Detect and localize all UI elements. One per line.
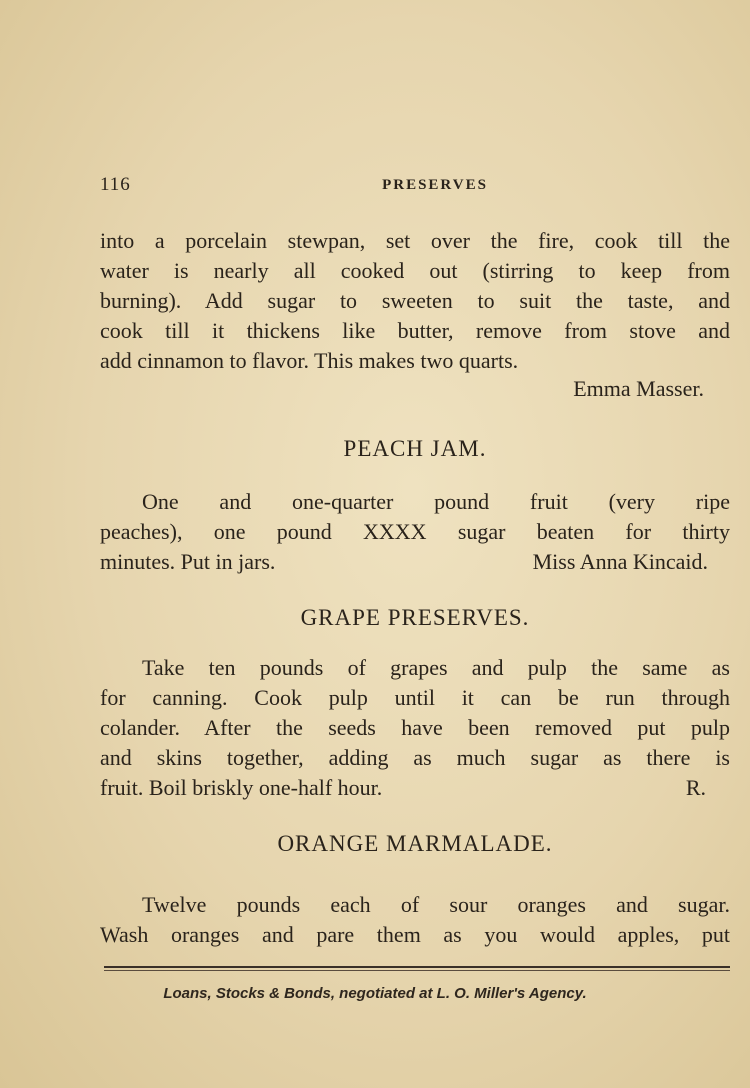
page-header [100, 174, 730, 200]
recipe-body [100, 487, 730, 577]
signature: Miss Anna Kincaid. [532, 549, 708, 574]
text-line: Wash oranges and pare them as you would apples, put [100, 922, 730, 947]
recipe-title: ORANGE MARMALADE. [277, 831, 553, 856]
recipe-body [100, 890, 730, 950]
text-line: add cinnamon to flavor. This makes two quarts. [100, 348, 519, 373]
signature: Emma Masser. [573, 376, 704, 401]
recipe-body [100, 653, 730, 803]
text-line: peaches), one pound XXXX sugar beaten for thirty [100, 519, 730, 544]
text-line: into a porcelain stewpan, set over the fire, cook till the [100, 228, 730, 253]
text-line: burning). Add sugar to sweeten to suit the taste, and [100, 288, 730, 313]
continuation-paragraph [100, 226, 730, 376]
text-line: water is nearly all cooked out (stirring to keep from [100, 258, 730, 283]
text-line [100, 773, 730, 803]
text-line: for canning. Cook pulp until it can be run through [100, 685, 730, 710]
footer-advertisement: Loans, Stocks & Bonds, negotiated at L. O. Miller's Agency. [163, 985, 587, 1002]
footer-rule [104, 970, 730, 971]
footer-rule [104, 966, 730, 968]
text-line: Twelve pounds each of sour oranges and sugar. [142, 892, 730, 917]
recipe-title: PEACH JAM. [343, 436, 487, 461]
recipe-title: GRAPE PRESERVES. [300, 605, 530, 630]
text-line: Take ten pounds of grapes and pulp the same as [142, 655, 730, 680]
text-line: cook till it thickens like butter, remove from stove and [100, 318, 730, 343]
text-line: colander. After the seeds have been removed put pulp [100, 715, 730, 740]
running-title: PRESERVES [382, 177, 488, 193]
text-line-start: fruit. Boil briskly one-half hour. [100, 775, 383, 800]
text-line: One and one-quarter pound fruit (very ripe [142, 489, 730, 514]
text-line [100, 547, 730, 577]
signature: R. [685, 775, 706, 800]
text-line: and skins together, adding as much sugar as there is [100, 745, 730, 770]
page-number: 116 [100, 174, 131, 195]
text-line-start: minutes. Put in jars. [100, 549, 276, 574]
